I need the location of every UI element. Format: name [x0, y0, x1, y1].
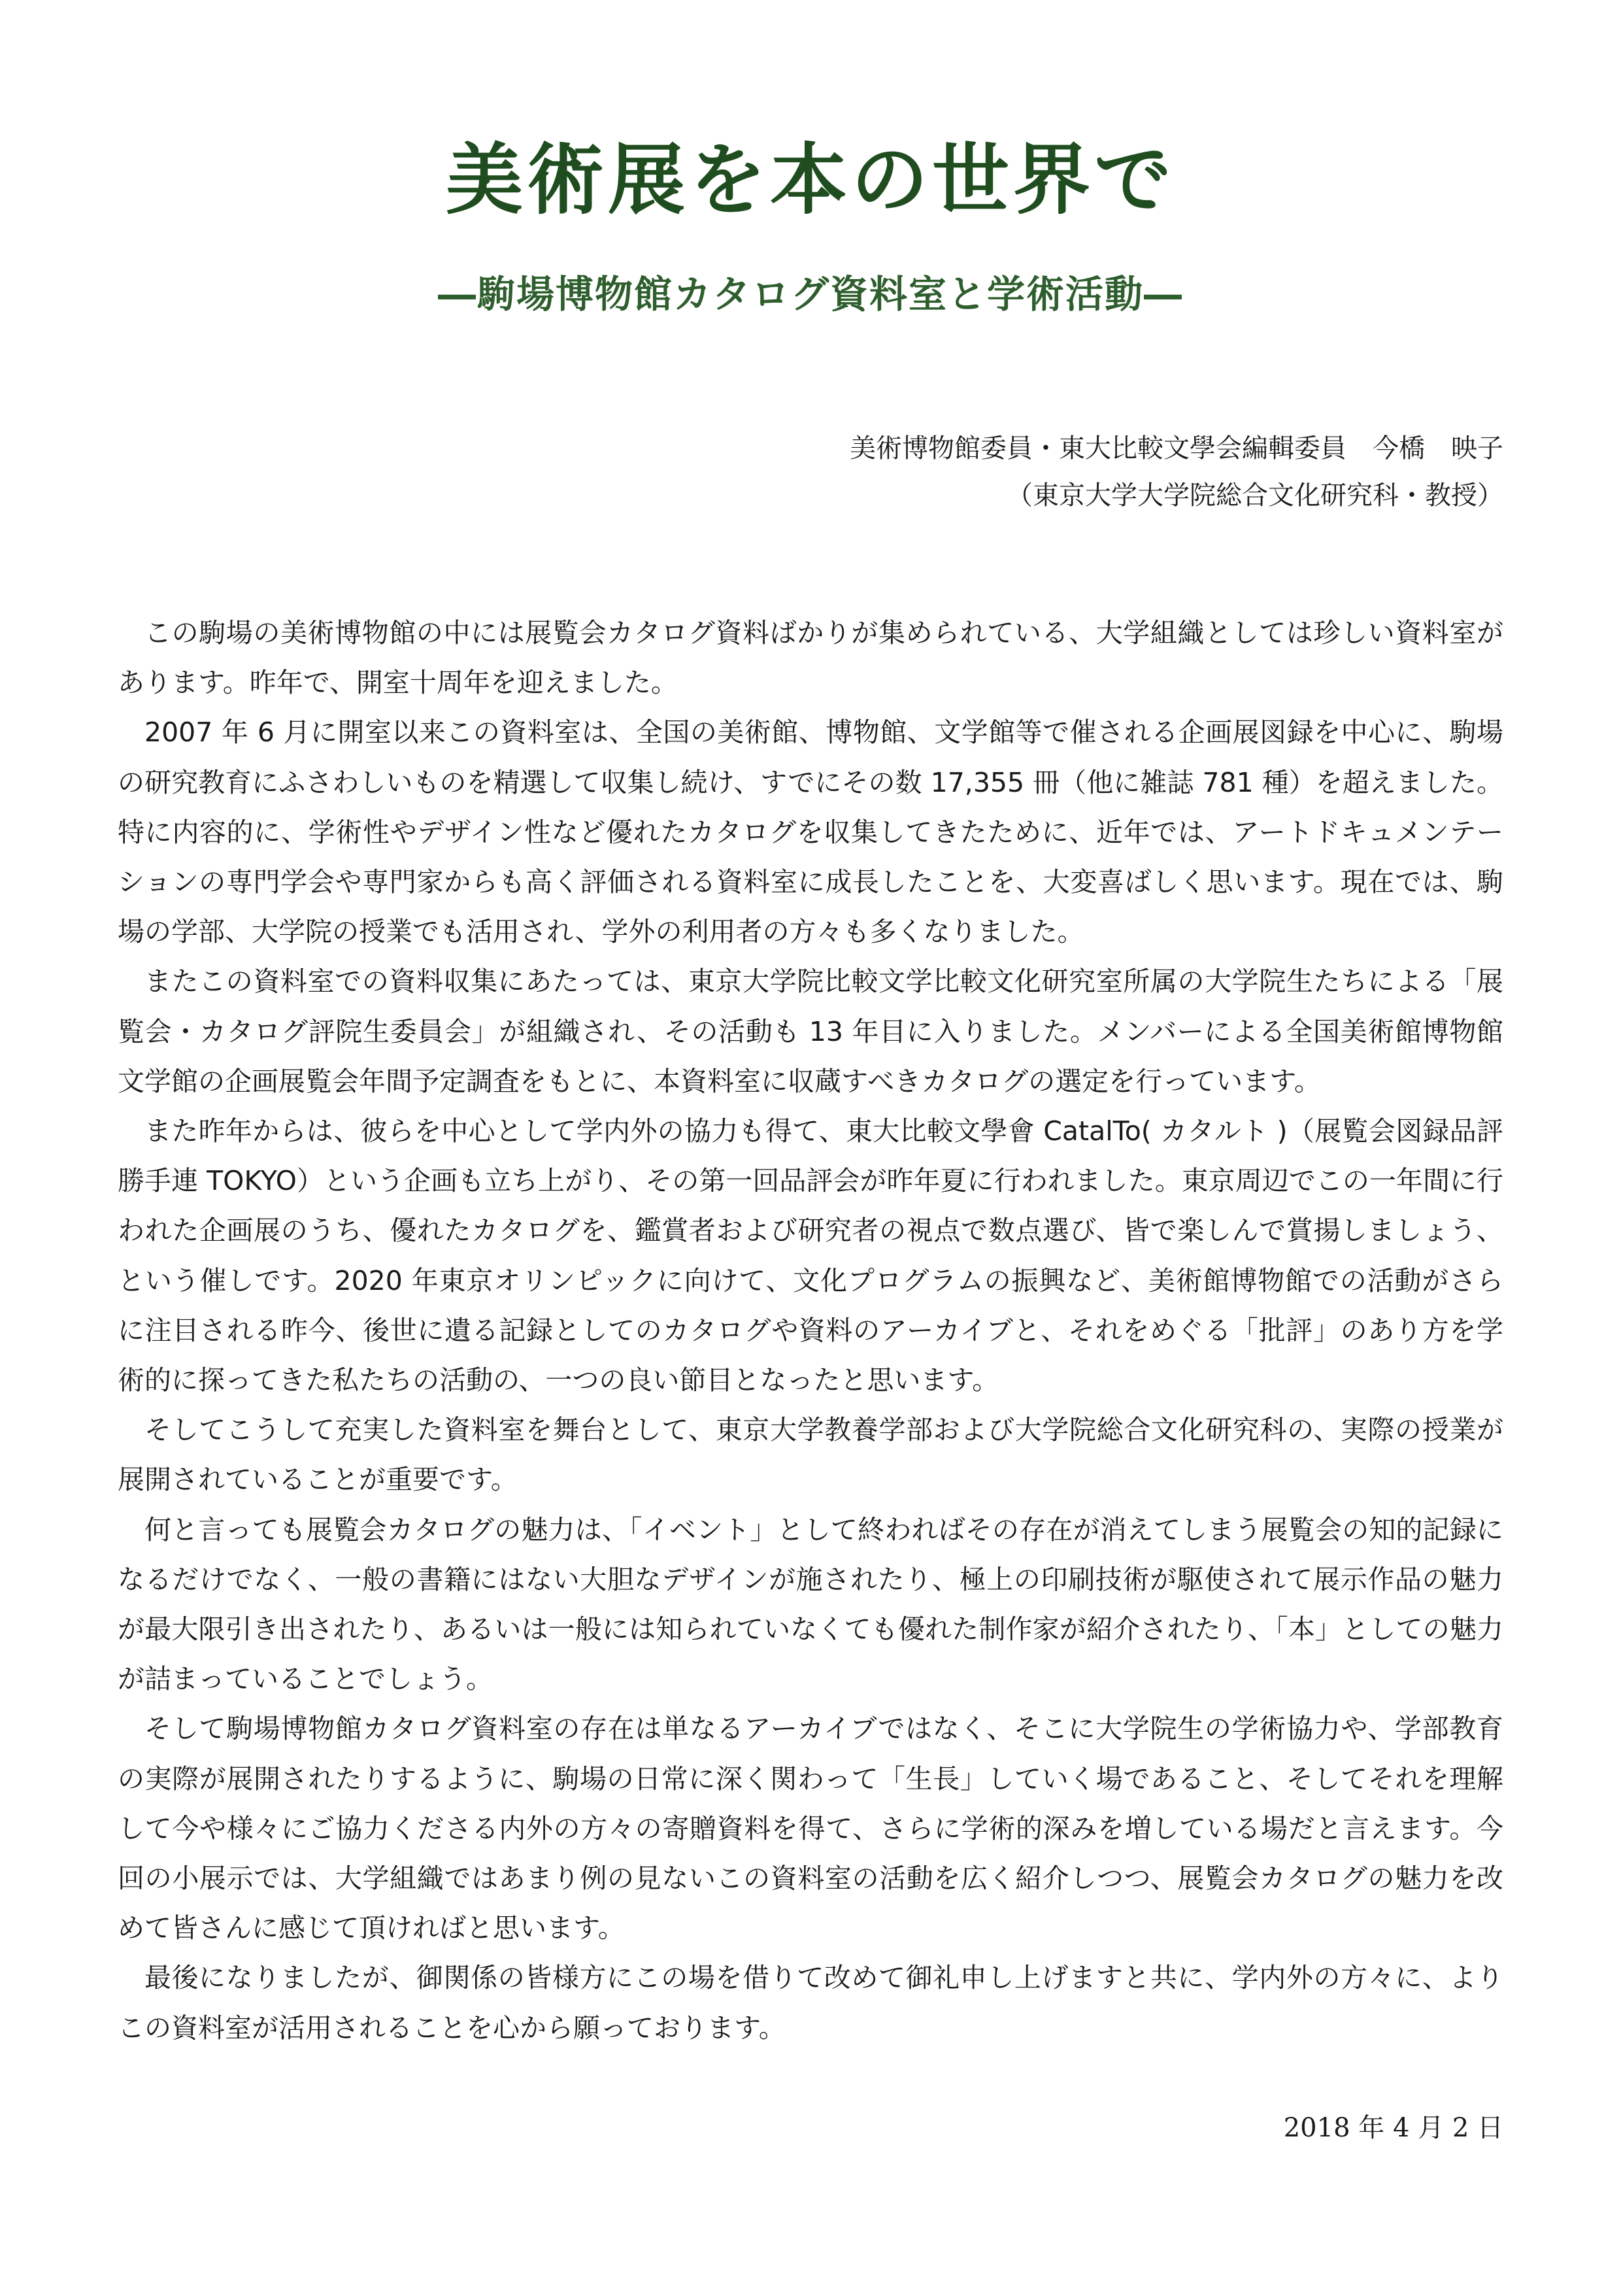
body-text [118, 608, 1503, 2053]
paragraph: そして駒場博物館カタログ資料室の存在は単なるアーカイブではなく、そこに大学院生の学術協力や、学部教育の実際が展開されたりするように、駒場の日常に深く関わって「生長」していく場であること、そしてそれを理解して今や様々にご協力くださる内外の方々の寄贈資料を得て、さらに学術的深みを増している場だと言えます。今回の小展示では、大学組織ではあまり例の見ないこの資料室の活動を広く紹介しつつ、展覧会カタログの魅力を改めて皆さんに感じて頂ければと思います。 [118, 1713, 1503, 1944]
paragraph: そしてこうして充実した資料室を舞台として、東京大学教養学部および大学院総合文化研究科の、実際の授業が展開されていることが重要です。 [118, 1414, 1503, 1496]
document-title: 美術展を本の世界で [445, 135, 1175, 225]
paragraph: またこの資料室での資料収集にあたっては、東京大学院比較文学比較文化研究室所属の大学院生たちによる「展覧会・カタログ評院生委員会」が組織され、その活動も 13 年目に入りました。メンバーによる全国美術館博物館文学館の企画展覧会年間予定調査をもとに、本資料室に収蔵すべきカタログの選定を行っています。 [118, 966, 1503, 1097]
paragraph: 2007 年 6 月に開室以来この資料室は、全国の美術館、博物館、文学館等で催される企画展図録を中心に、駒場の研究教育にふさわしいものを精選して収集し続け、すでにその数 17,355 冊（他に雑誌 781 種）を超えました。特に内容的に、学術性やデザイン性など優れたカタログを収集してきたために、近年では、アートドキュメンテーションの専門学会や専門家からも高く評価される資料室に成長したことを、大変喜ばしく思います。現在では、駒場の学部、大学院の授業でも活用され、学外の利用者の方々も多くなりました。 [118, 717, 1503, 948]
document-date: 2018 年 4 月 2 日 [1283, 2113, 1503, 2143]
document-subtitle: ―駒場博物館カタログ資料室と学術活動― [437, 272, 1183, 316]
paragraph: 最後になりましたが、御関係の皆様方にこの場を借りて改めて御礼申し上げますと共に、学内外の方々に、よりこの資料室が活用されることを心から願っております。 [118, 1962, 1503, 2044]
author-affiliation: 美術博物館委員・東大比較文學会編輯委員 今橋 映子 [850, 433, 1503, 464]
paragraph: この駒場の美術博物館の中には展覧会カタログ資料ばかりが集められている、大学組織としては珍しい資料室があります。昨年で、開室十周年を迎えました。 [118, 617, 1503, 699]
author-position: （東京大学大学院総合文化研究科・教授） [1007, 481, 1503, 511]
paragraph: 何と言っても展覧会カタログの魅力は、「イベント」として終わればその存在が消えてしまう展覧会の知的記録になるだけでなく、一般の書籍にはない大胆なデザインが施されたり、極上の印刷技術が駆使されて展示作品の魅力が最大限引き出されたり、あるいは一般には知られていなくても優れた制作家が紹介されたり、「本」としての魅力が詰まっていることでしょう。 [118, 1513, 1503, 1695]
paragraph: また昨年からは、彼らを中心として学内外の協力も得て、東大比較文學會 CatalTo( カタルト )（展覧会図録品評勝手連 TOKYO）という企画も立ち上がり、その第一回品評会が昨年夏に行われました。東京周辺でこの一年間に行われた企画展のうち、優れたカタログを、鑑賞者および研究者の視点で数点選び、皆で楽しんで賞揚しましょう、という催しです。2020 年東京オリンピックに向けて、文化プログラムの振興など、美術館博物館での活動がさらに注目される昨今、後世に遺る記録としてのカタログや資料のアーカイブと、それをめぐる「批評」のあり方を学術的に探ってきた私たちの活動の、一つの良い節目となったと思います。 [118, 1115, 1504, 1396]
author-block [458, 425, 1503, 519]
